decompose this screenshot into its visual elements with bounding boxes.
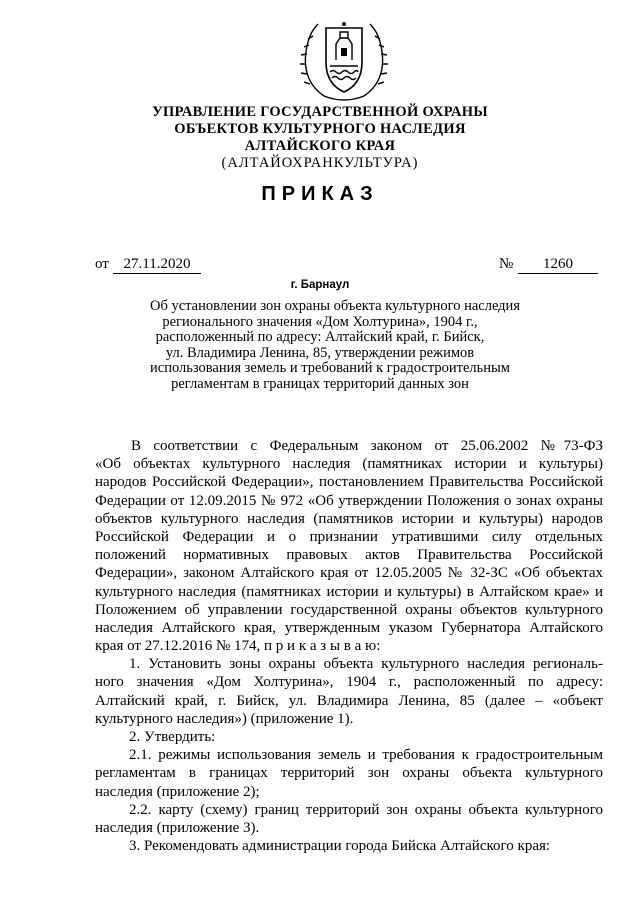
- document-date: 27.11.2020: [113, 256, 201, 274]
- subject-line: ул. Владимира Ленина, 85, утверждении режимов: [165, 344, 475, 361]
- body-line: Алтайский край, г. Бийск, ул. Владимира Ленина, 85 (далее – «объект: [95, 692, 603, 709]
- body-line: Российской Федерации и о признании утратившими силу отдельных: [95, 528, 603, 545]
- body-line: края от 27.12.2016 № 174, п р и к а з ы в а ю:: [95, 638, 381, 655]
- document-number: 1260: [518, 256, 598, 274]
- subject-line: регламентам в границах территорий данных зон: [171, 375, 469, 392]
- coat-of-arms-emblem: [296, 14, 392, 104]
- org-abbreviation: (АЛТАЙОХРАНКУЛЬТУРА): [221, 155, 419, 171]
- subject-line: использования земель и требований к градостроительным: [150, 360, 510, 376]
- subject-line: регионального значения «Дом Холтурина», 1904 г.,: [162, 313, 478, 330]
- body-line: народов Российской Федерации», постановлением Правительства Российской: [95, 474, 603, 491]
- body-line: положений нормативных правовых актов Правительства Российской: [95, 547, 603, 564]
- body-line: Федерации от 12.09.2015 № 972 «Об утверждении Положения о зонах охраны: [95, 492, 603, 509]
- number-label: №: [499, 256, 514, 272]
- organization-name: [0, 104, 640, 172]
- city: г. Барнаул: [290, 279, 350, 291]
- body-line: объектов культурного наследия (памятников истории и культуры) народов: [95, 510, 603, 527]
- body-line: 2.1. режимы использования земель и требования к градостроительным: [129, 747, 603, 764]
- document-subject: [150, 298, 520, 392]
- org-line-2: ОБЪЕКТОВ КУЛЬТУРНОГО НАСЛЕДИЯ: [174, 121, 466, 137]
- body-line: наследия (приложение 2);: [95, 783, 260, 800]
- body-line: регламентам в границах территорий зон охраны объекта культурного: [95, 765, 603, 782]
- subject-line: Об установлении зон охраны объекта культурного наследия: [150, 298, 520, 314]
- body-line: 1. Установить зоны охраны объекта культурного наследия региональ-: [129, 656, 603, 673]
- body-line: наследия (приложение 3).: [95, 819, 260, 836]
- body-line: наследия Алтайского края, утвержденным указом Губернатора Алтайского: [95, 619, 603, 636]
- body-line: ного значения «Дом Холтурина», 1904 г., расположенный по адресу:: [95, 674, 603, 691]
- body-line: культурного наследия») (приложение 1).: [95, 710, 354, 727]
- body-line: «Об объектах культурного наследия (памятниках истории и культуры): [95, 456, 603, 473]
- body-line: 2.2. карту (схему) границ территорий зон охраны объекта культурного: [129, 801, 603, 818]
- document-title: ПРИКАЗ: [261, 183, 379, 205]
- body-line: культурного наследия (памятниках истории и культуры) в Алтайском крае» и: [95, 583, 603, 600]
- body-line: 3. Рекомендовать администрации города Бийска Алтайского края:: [129, 838, 551, 855]
- document-body: [95, 437, 603, 855]
- subject-line: расположенный по адресу: Алтайский край, г. Бийск,: [155, 329, 485, 345]
- date-number-line: [95, 256, 607, 276]
- body-line: 2. Утвердить:: [129, 729, 216, 745]
- body-line: Положением об управлении государственной охраны объектов культурного: [95, 601, 603, 618]
- body-line: Федерации», законом Алтайского края от 12.05.2005 № 32-ЗС «Об объектах: [95, 565, 603, 582]
- org-line-3: АЛТАЙСКОГО КРАЯ: [244, 138, 396, 154]
- date-prefix: от: [95, 256, 109, 272]
- body-line: В соответствии с Федеральным законом от 25.06.2002 №73-ФЗ: [131, 438, 603, 454]
- org-line-1: УПРАВЛЕНИЕ ГОСУДАРСТВЕННОЙ ОХРАНЫ: [152, 104, 488, 120]
